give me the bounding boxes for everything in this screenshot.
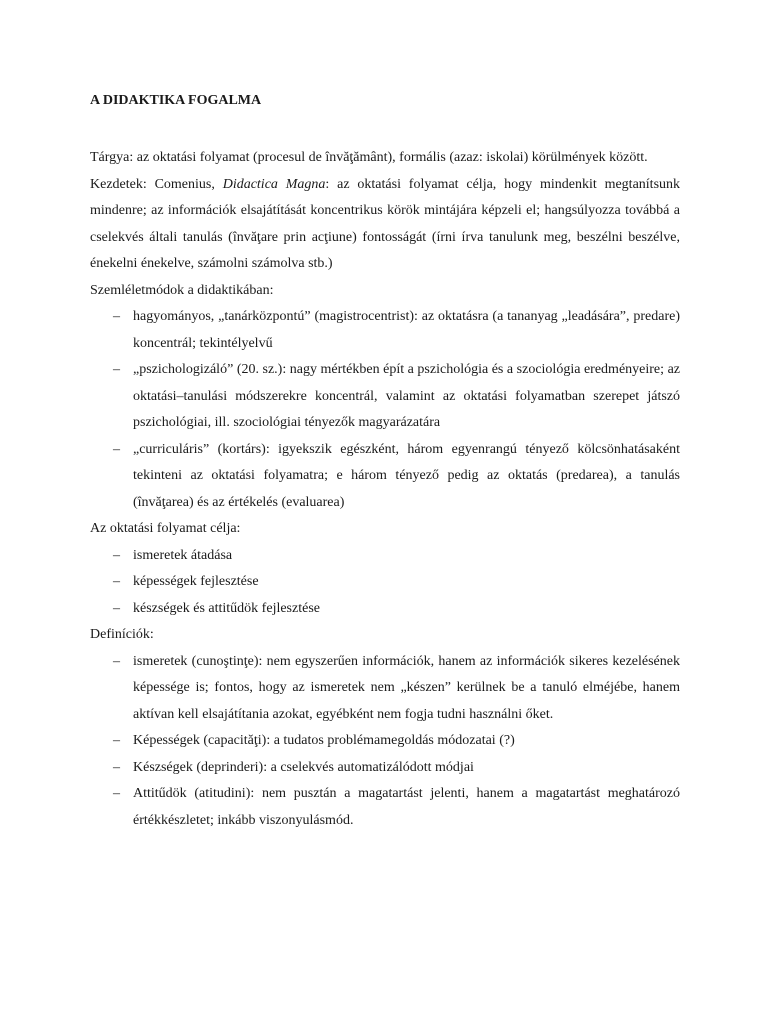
list-item: – Attitűdök (atitudini): nem pusztán a magatartást jelenti, hanem a magatartást meghatározó értékkészletet; inkább viszonyulásmód. — [90, 781, 680, 834]
list-item: – ismeretek (cunoştinţe): nem egyszerűen információk, hanem az információk sikeres kezelésének képessége is; fontos, hogy az ismeretek nem „készen” kerülnek be a tanuló elméjébe, hanem aktívan kell elsajátítania azokat, egyébként nem fogja tudni használni őket. — [90, 649, 680, 729]
list-item: – készségek és attitűdök fejlesztése — [90, 596, 680, 623]
dash-bullet: – — [113, 786, 120, 801]
targya-paragraph: Tárgya: az oktatási folyamat (procesul de învăţământ), formális (azaz: iskolai) körülmények között. — [90, 150, 648, 165]
didactica-magna-title: Didactica Magna — [222, 176, 326, 192]
definiciok-list — [90, 649, 680, 835]
list-item: – Képességek (capacităţi): a tudatos problémamegoldás módozatai (?) — [90, 728, 680, 755]
kezdetek-intro: Kezdetek: Comenius, — [90, 176, 223, 192]
dash-bullet: – — [113, 574, 120, 589]
dash-bullet: – — [113, 600, 120, 616]
document-title: A DIDAKTIKA FOGALMA — [90, 93, 262, 108]
cel-label: Az oktatási folyamat célja: — [90, 521, 241, 536]
dash-bullet: – — [113, 309, 120, 324]
cel-list — [90, 543, 680, 623]
list-item: – képességek fejlesztése — [90, 569, 680, 596]
list-item: – Készségek (deprinderi): a cselekvés automatizálódott módjai — [90, 755, 680, 782]
dash-bullet: – — [113, 441, 120, 457]
list-item: – „curriculáris” (kortárs): igyekszik egészként, három egyenrangú tényező kölcsönhatásaként tekinteni az oktatási folyamatra; e három tényező pedig az oktatás (predarea), a tanulás (învăţarea) és az értékelés (evaluarea) — [90, 437, 680, 517]
dash-bullet: – — [113, 362, 120, 377]
list-item: – ismeretek átadása — [90, 543, 680, 570]
kezdetek-paragraph — [90, 172, 680, 278]
document-page — [90, 90, 680, 834]
dash-bullet: – — [113, 547, 120, 563]
definiciok-label: Definíciók: — [90, 627, 154, 642]
dash-bullet: – — [113, 759, 120, 775]
list-item: – hagyományos, „tanárközpontú” (magistrocentrist): az oktatásra (a tananyag „leadására”, predare) koncentrál; tekintélyelvű — [90, 304, 680, 357]
kezdetek-body: : az oktatási folyamat célja, hogy mindenkit megtanítsunk mindenre; az információk elsajátítását koncentrikus körök mintájára képzeli el; hangsúlyozza továbbá a cselekvés általi tanulás (învăţare prin acţiune) fontosságát (írni írva tanulunk meg, beszélni beszélve, énekelni énekelve, számolni számolva stb.) — [90, 176, 681, 271]
dash-bullet: – — [113, 733, 120, 748]
dash-bullet: – — [113, 653, 120, 669]
szemlelet-list — [90, 304, 680, 516]
list-item: – „pszichologizáló” (20. sz.): nagy mértékben épít a pszichológia és a szociológia eredményeire; az oktatási–tanulási módszerekre koncentrál, valamint az oktatási folyamatban szerepet játszó pszichológiai, ill. szociológiai tényezők magyarázatára — [90, 357, 680, 437]
szemlelet-label: Szemléletmódok a didaktikában: — [90, 282, 274, 298]
